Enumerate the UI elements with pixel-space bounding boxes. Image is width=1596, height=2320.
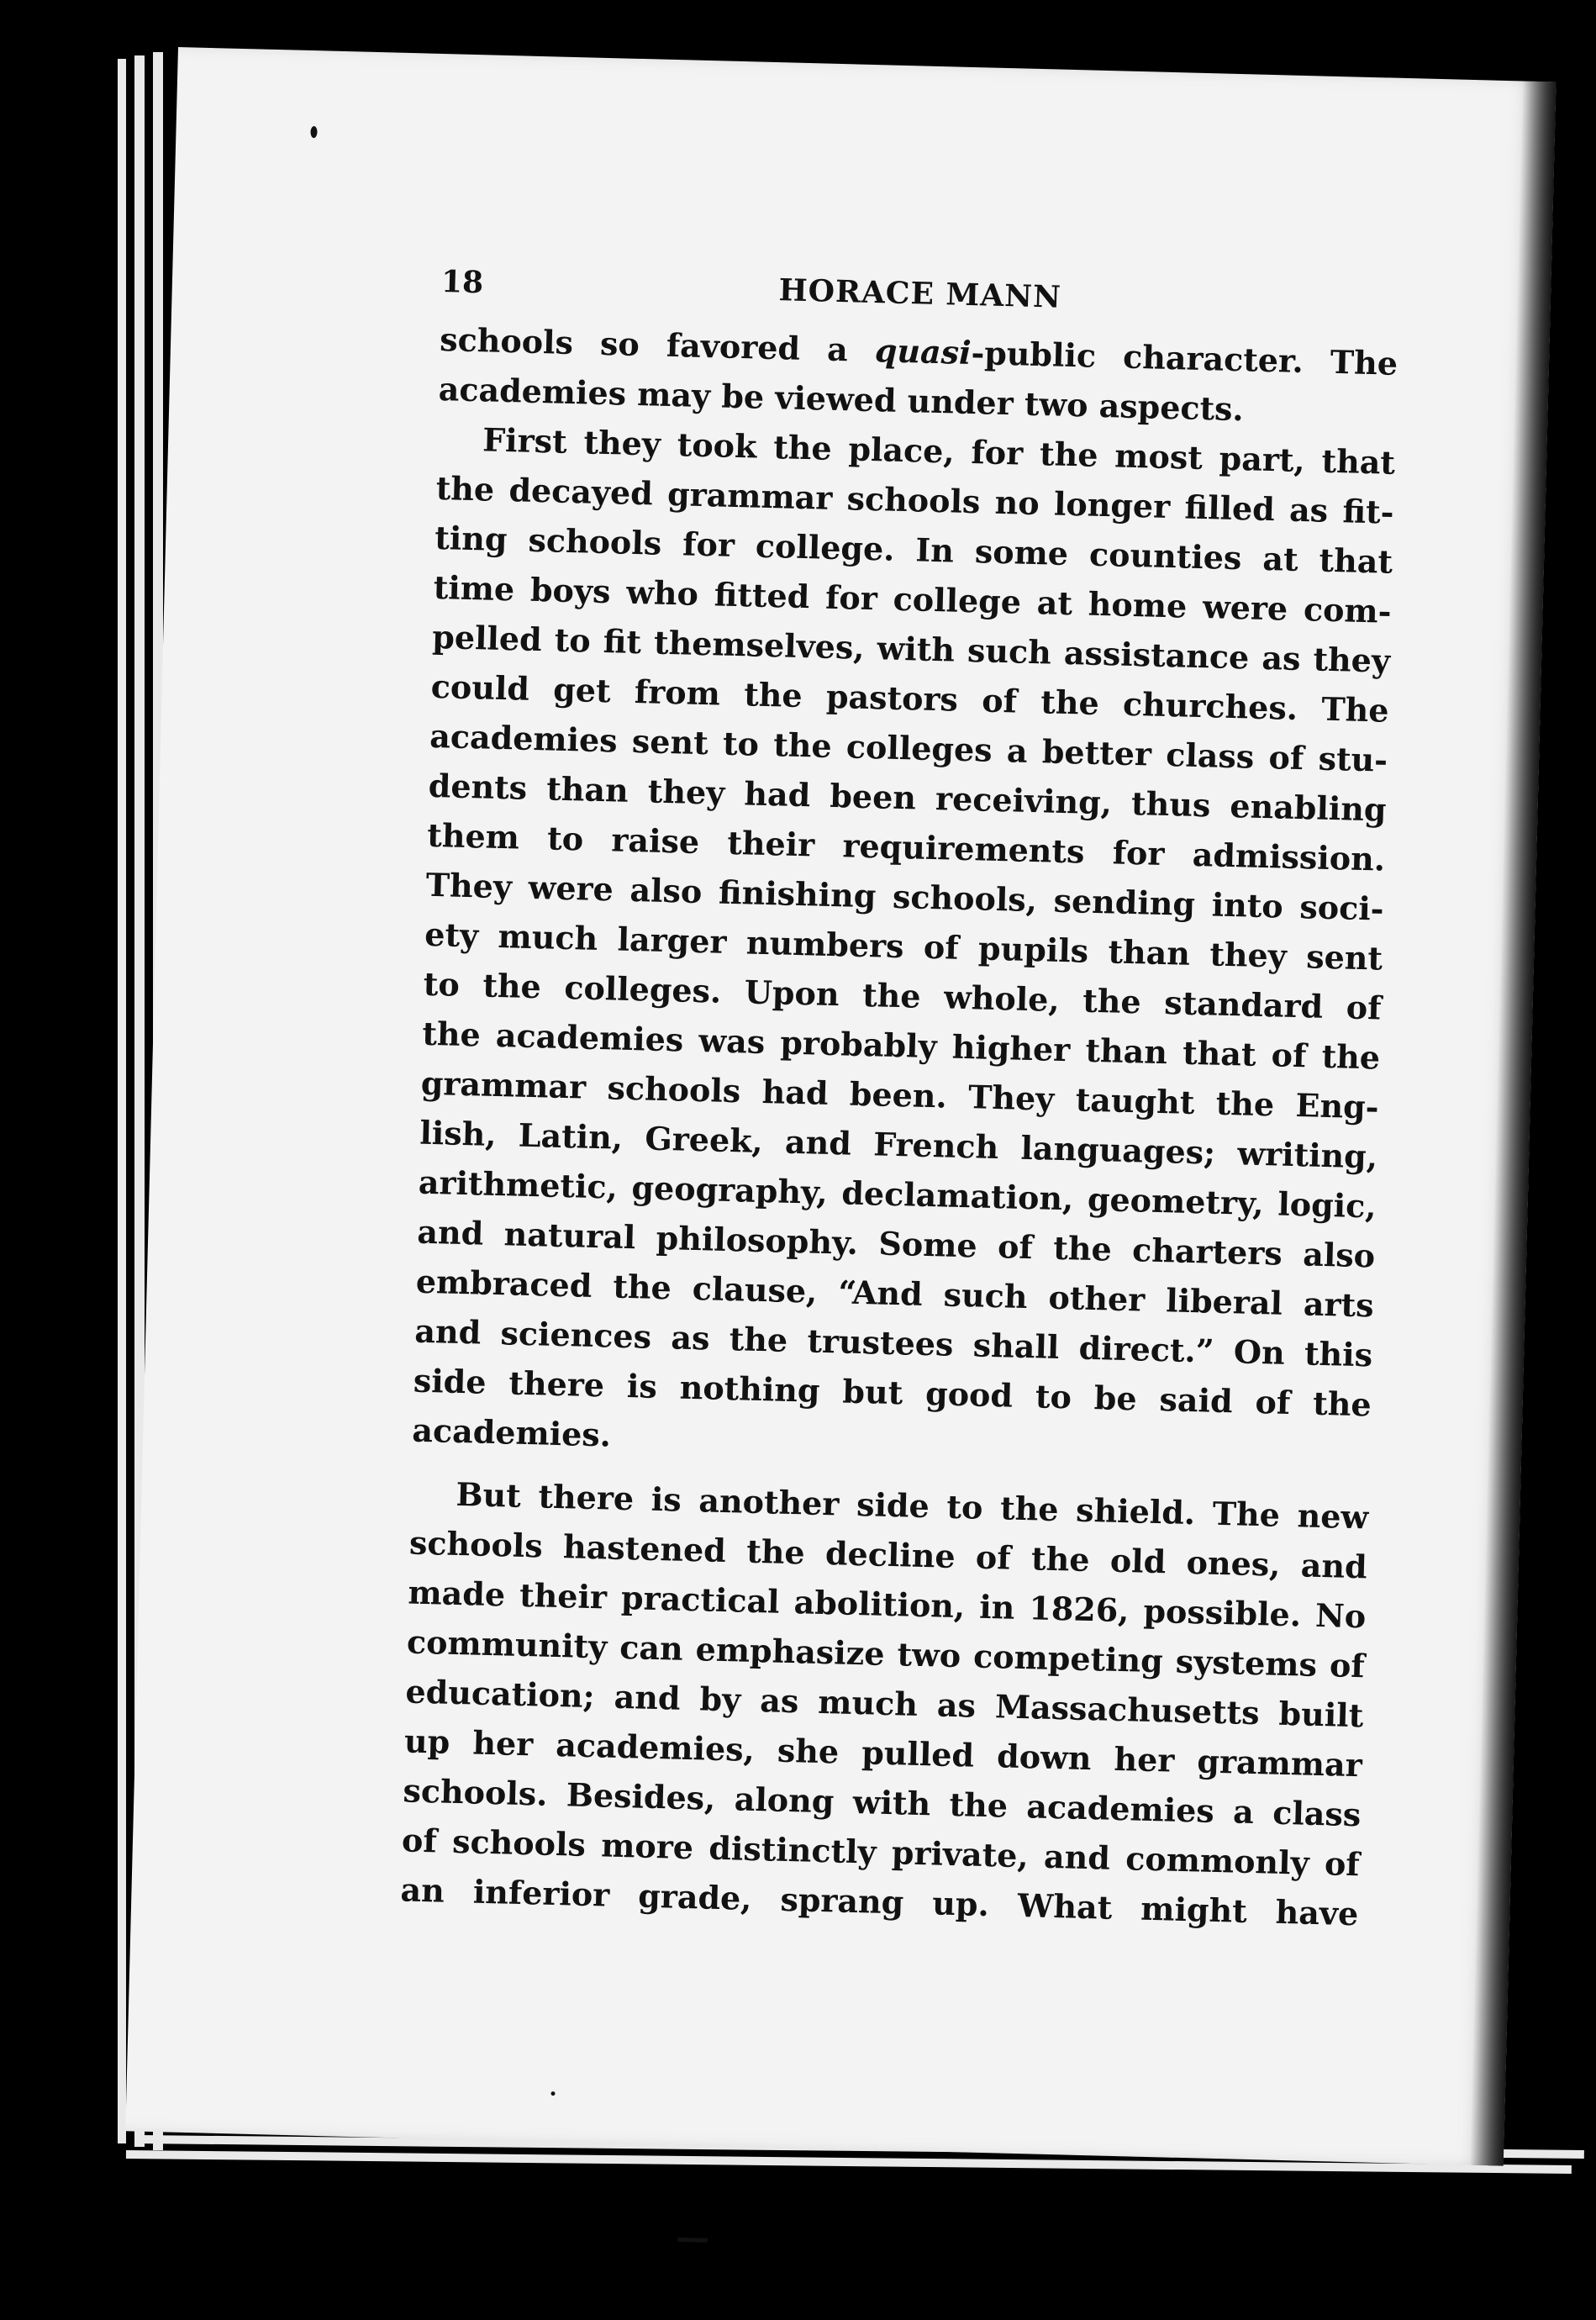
text-line: arithmetic, geography, declamation, geometry, logic, — [418, 1163, 1377, 1226]
text-line: academies. — [411, 1410, 612, 1454]
page-gutter-shadow — [1470, 81, 1556, 2165]
text-line: First they took the place, for the most part, that — [482, 420, 1396, 482]
text-line: an inferior grade, sprang up. What might have — [400, 1870, 1359, 1933]
text-segment: schools so favored a — [439, 319, 876, 370]
dust-speck — [310, 126, 317, 138]
text-line: But there is another side to the shield. The new — [455, 1474, 1369, 1537]
text-segment: -public character. The — [970, 333, 1398, 382]
text-line: side there is nothing but good to be said of the — [413, 1361, 1372, 1424]
page-number: 18 — [440, 264, 484, 301]
text-line: grammar schools had been. They taught the Eng- — [420, 1063, 1380, 1126]
text-line: to the colleges. Upon the whole, the standard of — [423, 964, 1383, 1027]
text-line: dents than they had been receiving, thus enabling — [428, 766, 1388, 829]
book-page — [125, 47, 1556, 2166]
text-line: schools. Besides, along with the academies a class — [403, 1771, 1362, 1834]
text-line: academies sent to the colleges a better class of stu- — [429, 716, 1388, 779]
page-edge — [118, 59, 126, 2143]
text-line: up her academies, she pulled down her grammar — [403, 1722, 1363, 1785]
dust-speck — [677, 2238, 708, 2243]
text-line: and sciences as the trustees shall direct.” On this — [413, 1311, 1373, 1374]
text-line: They were also finishing schools, sending into soci- — [425, 865, 1385, 928]
text-line: community can emphasize two competing systems of — [406, 1622, 1366, 1685]
text-line: and natural philosophy. Some of the charters also — [416, 1212, 1376, 1275]
text-line: academies may be viewed under two aspects. — [438, 369, 1245, 429]
dust-speck — [550, 2091, 555, 2096]
running-head: HORACE MANN — [778, 272, 1062, 315]
text-line: could get from the pastors of the churches. The — [430, 667, 1390, 730]
text-line: schools hastened the decline of the old ones, and — [408, 1523, 1368, 1586]
text-line: lish, Latin, Greek, and French languages; writing, — [419, 1113, 1378, 1176]
text-line: ety much larger numbers of pupils than they sent — [424, 915, 1383, 978]
text-block — [400, 264, 1399, 1938]
text-line: the academies was probably higher than that of the — [421, 1014, 1381, 1077]
text-line: them to raise their requirements for admission. — [426, 815, 1386, 878]
text-line: ting schools for college. In some counties at that — [434, 518, 1393, 581]
text-line: pelled to fit themselves, with such assistance as they — [431, 617, 1391, 680]
text-line: of schools more distinctly private, and commonly of — [401, 1821, 1361, 1884]
text-line: the decayed grammar schools no longer filled as fit- — [435, 468, 1395, 531]
text-line: embraced the clause, “And such other liberal arts — [415, 1262, 1375, 1325]
italic-word: quasi — [874, 331, 972, 372]
body-text — [400, 314, 1398, 1938]
text-line: made their practical abolition, in 1826, possible. No — [408, 1573, 1367, 1636]
text-line: education; and by as much as Massachusetts built — [405, 1672, 1364, 1735]
text-line: time boys who fitted for college at home were com- — [433, 567, 1393, 630]
